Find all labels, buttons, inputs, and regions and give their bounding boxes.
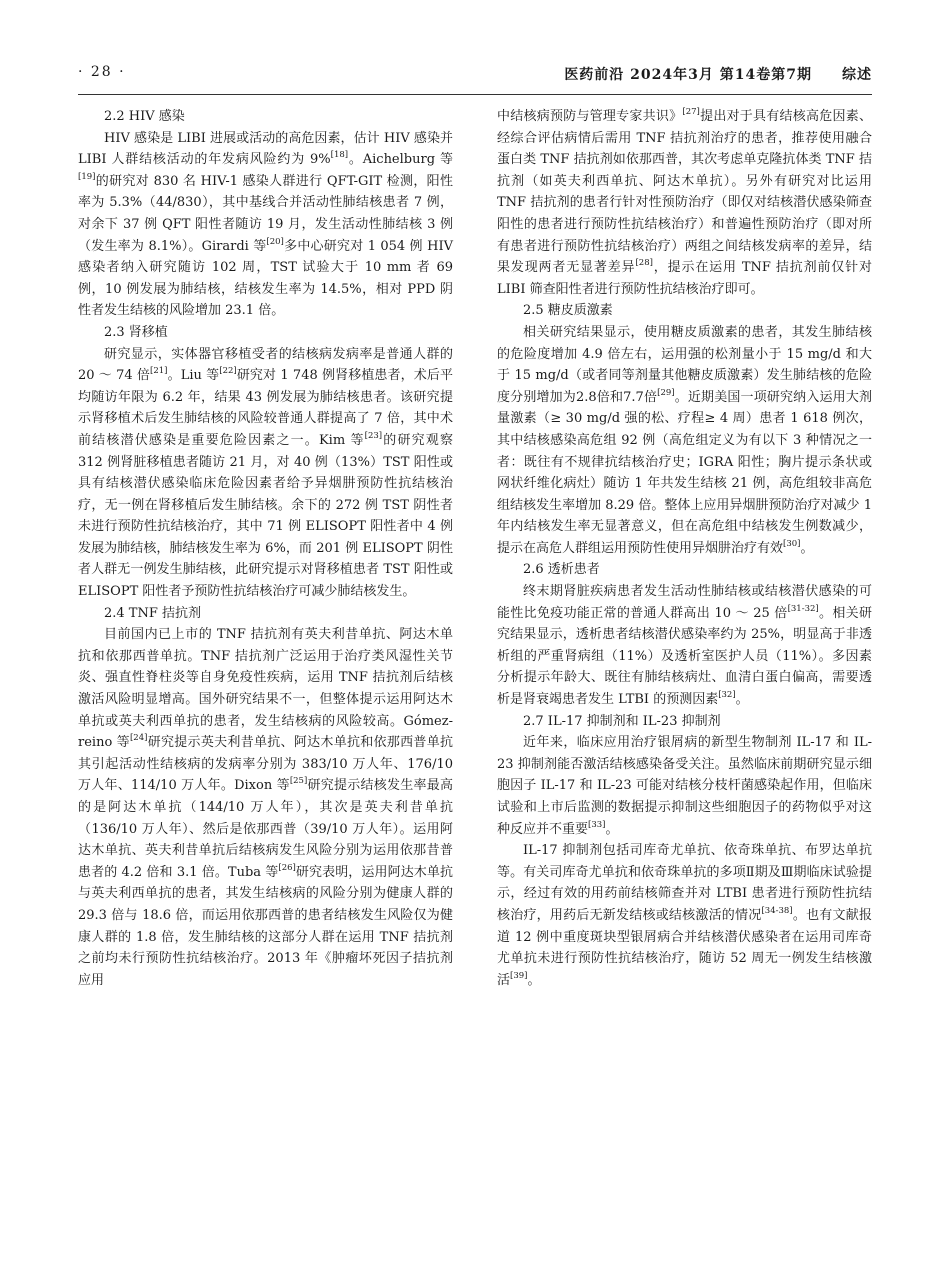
paragraph: 研究显示，实体器官移植受者的结核病发病率是普通人群的 20 ～ 74 倍[21]。Liu 等[22]研究对 1 748 例肾移植患者，术后平均随访年限为 6.2 年，结果 43 例发展为肺结核患者。该研究提示肾移植术后发生肺结核的风险较普通人群提高了 7 倍，其中术前结核潜伏感染是重要危险因素之一。Kim 等[23]的研究观察 312 例肾脏移植患者随访 21 月，对 40 例（13%）TST 阳性或具有结核潜伏感染临床危险因素者给予异烟肼预防性抗结核治疗，无一例在肾移植后发生肺结核。余下的 272 例 TST 阴性者未进行预防性抗结核治疗，其中 71 例 ELISOPT 阳性者中 4 例发展为肺结核，肺结核发生率为 6%，而 201 例 ELISOPT 阴性者人群无一例发生肺结核，此研究提示对肾移植患者 TST 阳性或 ELISOPT 阳性者予预防性抗结核治疗可减少肺结核发生。 — [78, 346, 453, 600]
citation: [32] — [718, 690, 736, 701]
citation: [20] — [266, 236, 284, 247]
section-heading-2-2: 2.2 HIV 感染 — [104, 109, 185, 124]
citation: [30] — [783, 538, 801, 549]
citation: [26] — [278, 862, 296, 873]
citation: [39] — [510, 970, 528, 981]
section-heading-2-4: 2.4 TNF 拮抗剂 — [104, 605, 202, 621]
citation: [18] — [330, 150, 349, 161]
citation: [25] — [289, 776, 308, 787]
citation: [23] — [364, 430, 383, 441]
citation: [24] — [129, 733, 148, 744]
citation: [29] — [657, 387, 675, 398]
page-number: · 28 · — [78, 64, 126, 80]
journal-info — [564, 64, 872, 84]
paragraph: HIV 感染是 LIBI 进展或活动的高危因素，估计 HIV 感染并 LIBI 人群结核活动的年发病风险约为 9%[18]。Aichelburg 等[19]的研究对 830 名 HIV-1 感染人群进行 QFT-GIT 检测，阳性率为 5.3%（44/830），其中基线合并活动性肺结核患者 7 例，对余下 37 例 QFT 阳性者随访 19 月，发生活动性肺结核 3 例（发生率为 8.1%）。Girardi 等[20]多中心研究对 1 054 例 HIV 感染者纳入研究随访 102 周，TST 试验大于 10 mm 者 69 例，10 例发展为肺结核，结核发生率为 14.5%，相对 PPD 阴性者发生结核的风险增加 23.1 倍。 — [78, 130, 453, 319]
paragraph: 相关研究结果显示，使用糖皮质激素的患者，其发生肺结核的危险度增加 4.9 倍左右，运用强的松剂量小于 15 mg/d 和大于 15 mg/d（或者同等剂量其他糖皮质激素）发生肺结核的危险度分别增加为2.8倍和7.7倍[29]。近期美国一项研究纳入运用大剂量激素（≥ 30 mg/d 强的松、疗程≥ 4 周）患者 1 618 例次，其中结核感染高危组 92 例（高危组定义为有以下 3 种情况之一者：既往有不规律抗结核治疗史；IGRA 阳性；胸片提示条状或网状纤维化病灶）随访 1 年共发生结核 21 例，高危组较非高危组结核发生率增加 8.29 倍。整体上应用异烟肼预防治疗对减少 1 年内结核发生率无显著意义，但在高危组中结核发生例数减少，提示在高危人群组运用预防性使用异烟肼治疗有效[30]。 — [497, 324, 872, 556]
paragraph: 目前国内已上市的 TNF 拮抗剂有英夫利昔单抗、阿达木单抗和依那西普单抗。TNF 拮抗剂广泛运用于治疗类风湿性关节炎、强直性脊柱炎等自身免疫性疾病，运用 TNF 拮抗剂后结核激活风险明显增高。国外研究结果不一，但整体提示运用阿达木单抗或英夫利西单抗的患者，发生结核病的风险较高。Gómez-reino 等[24]研究提示英夫利昔单抗、阿达木单抗和依那西普单抗其引起活动性结核病的发病率分别为 383/10 万人年、176/10 万人年、114/10 万人年。Dixon 等[25]研究提示结核发生率最高的是阿达木单抗（144/10 万人年），其次是英夫利昔单抗（136/10 万人年）、然后是依那西普（39/10 万人年）。运用阿达木单抗、英夫利昔单抗后结核病发生风险分别为运用依那昔普患者的 4.2 倍和 3.1 倍。Tuba 等[26]研究表明，运用阿达木单抗与英夫利西单抗的患者，其发生结核病的风险分别为健康人群的 29.3 倍与 18.6 倍，而运用依那西普的患者结核发生风险仅为健康人群的 1.8 倍，发生肺结核的这部分人群在运用 TNF 拮抗剂之前均未行预防性抗结核治疗。2013 年《肿瘤坏死因子拮抗剂应用 — [78, 627, 453, 988]
citation: [34-38] — [761, 905, 793, 916]
page-header — [78, 58, 872, 95]
section-label: 综述 — [842, 67, 872, 83]
paragraph: 终末期肾脏疾病患者发生活动性肺结核或结核潜伏感染的可能性比免疫功能正常的普通人群高出 10 ～ 25 倍[31-32]。相关研究结果显示，透析患者结核潜伏感染率约为 25%，明显高于非透析组的严重肾病组（11%）及透析室医护人员（11%）。多因素分析提示年龄大、既往有肺结核病灶、血清白蛋白偏高，需要透析是肾衰竭患者发生 LTBI 的预测因素[32]。 — [497, 584, 872, 708]
citation: [27] — [682, 107, 700, 117]
citation: [19] — [78, 171, 96, 182]
citation: [21] — [150, 366, 168, 377]
citation: [33] — [588, 819, 606, 830]
section-heading-2-7: 2.7 IL-17 抑制剂和 IL-23 抑制剂 — [523, 713, 721, 729]
citation: [28] — [635, 258, 653, 269]
citation: [22] — [219, 366, 237, 377]
paragraph: 中结核病预防与管理专家共识》[27]提出对于具有结核高危因素、经综合评估病情后需用 TNF 拮抗剂治疗的患者，推荐使用融合蛋白类 TNF 拮抗剂如依那西普，其次考虑单克隆抗体类 TNF 拮抗剂（如英夫利西单抗、阿达木单抗）。另外有研究对比运用 TNF 拮抗剂的患者行针对性预防治疗（即仅对结核潜伏感染筛查阳性的患者进行预防性抗结核治疗）和普遍性预防治疗（即对所有患者进行预防性抗结核治疗）两组之间结核发病率的差异，结果发现两者无显著差异[28]，提示在运用 TNF 拮抗剂前仅针对 LIBI 筛查阳性者进行预防性抗结核治疗即可。 — [497, 107, 872, 297]
citation: [31-32] — [787, 603, 819, 614]
left-column — [78, 106, 453, 991]
section-heading-2-6: 2.6 透析患者 — [523, 562, 600, 578]
section-heading-2-3: 2.3 肾移植 — [104, 324, 168, 340]
right-column — [497, 106, 872, 991]
paragraph: 近年来，临床应用治疗银屑病的新型生物制剂 IL-17 和 IL-23 抑制剂能否激活结核感染备受关注。虽然临床前期研究显示细胞因子 IL-17 和 IL-23 可能对结核分枝杆菌感染起作用，但临床试验和上市后监测的数据提示抑制这些细胞因子的药物似乎对这种反应并不重要[33]。 — [497, 735, 872, 837]
paragraph: IL-17 抑制剂包括司库奇尤单抗、依奇珠单抗、布罗达单抗等。有关司库奇尤单抗和依奇珠单抗的多项Ⅱ期及Ⅲ期临床试验提示，经过有效的用药前结核筛查并对 LTBI 患者进行预防性抗结核治疗，用药后无新发结核或结核激活的情况[34-38]。也有文献报道 12 例中重度斑块型银屑病合并结核潜伏感染者在运用司库奇尤单抗未进行预防性抗结核治疗，随访 52 周无一例发生结核激活[39]。 — [497, 843, 872, 988]
journal-title: 医药前沿 2024年3月 第14卷第7期 — [564, 67, 812, 83]
section-heading-2-5: 2.5 糖皮质激素 — [523, 303, 613, 319]
